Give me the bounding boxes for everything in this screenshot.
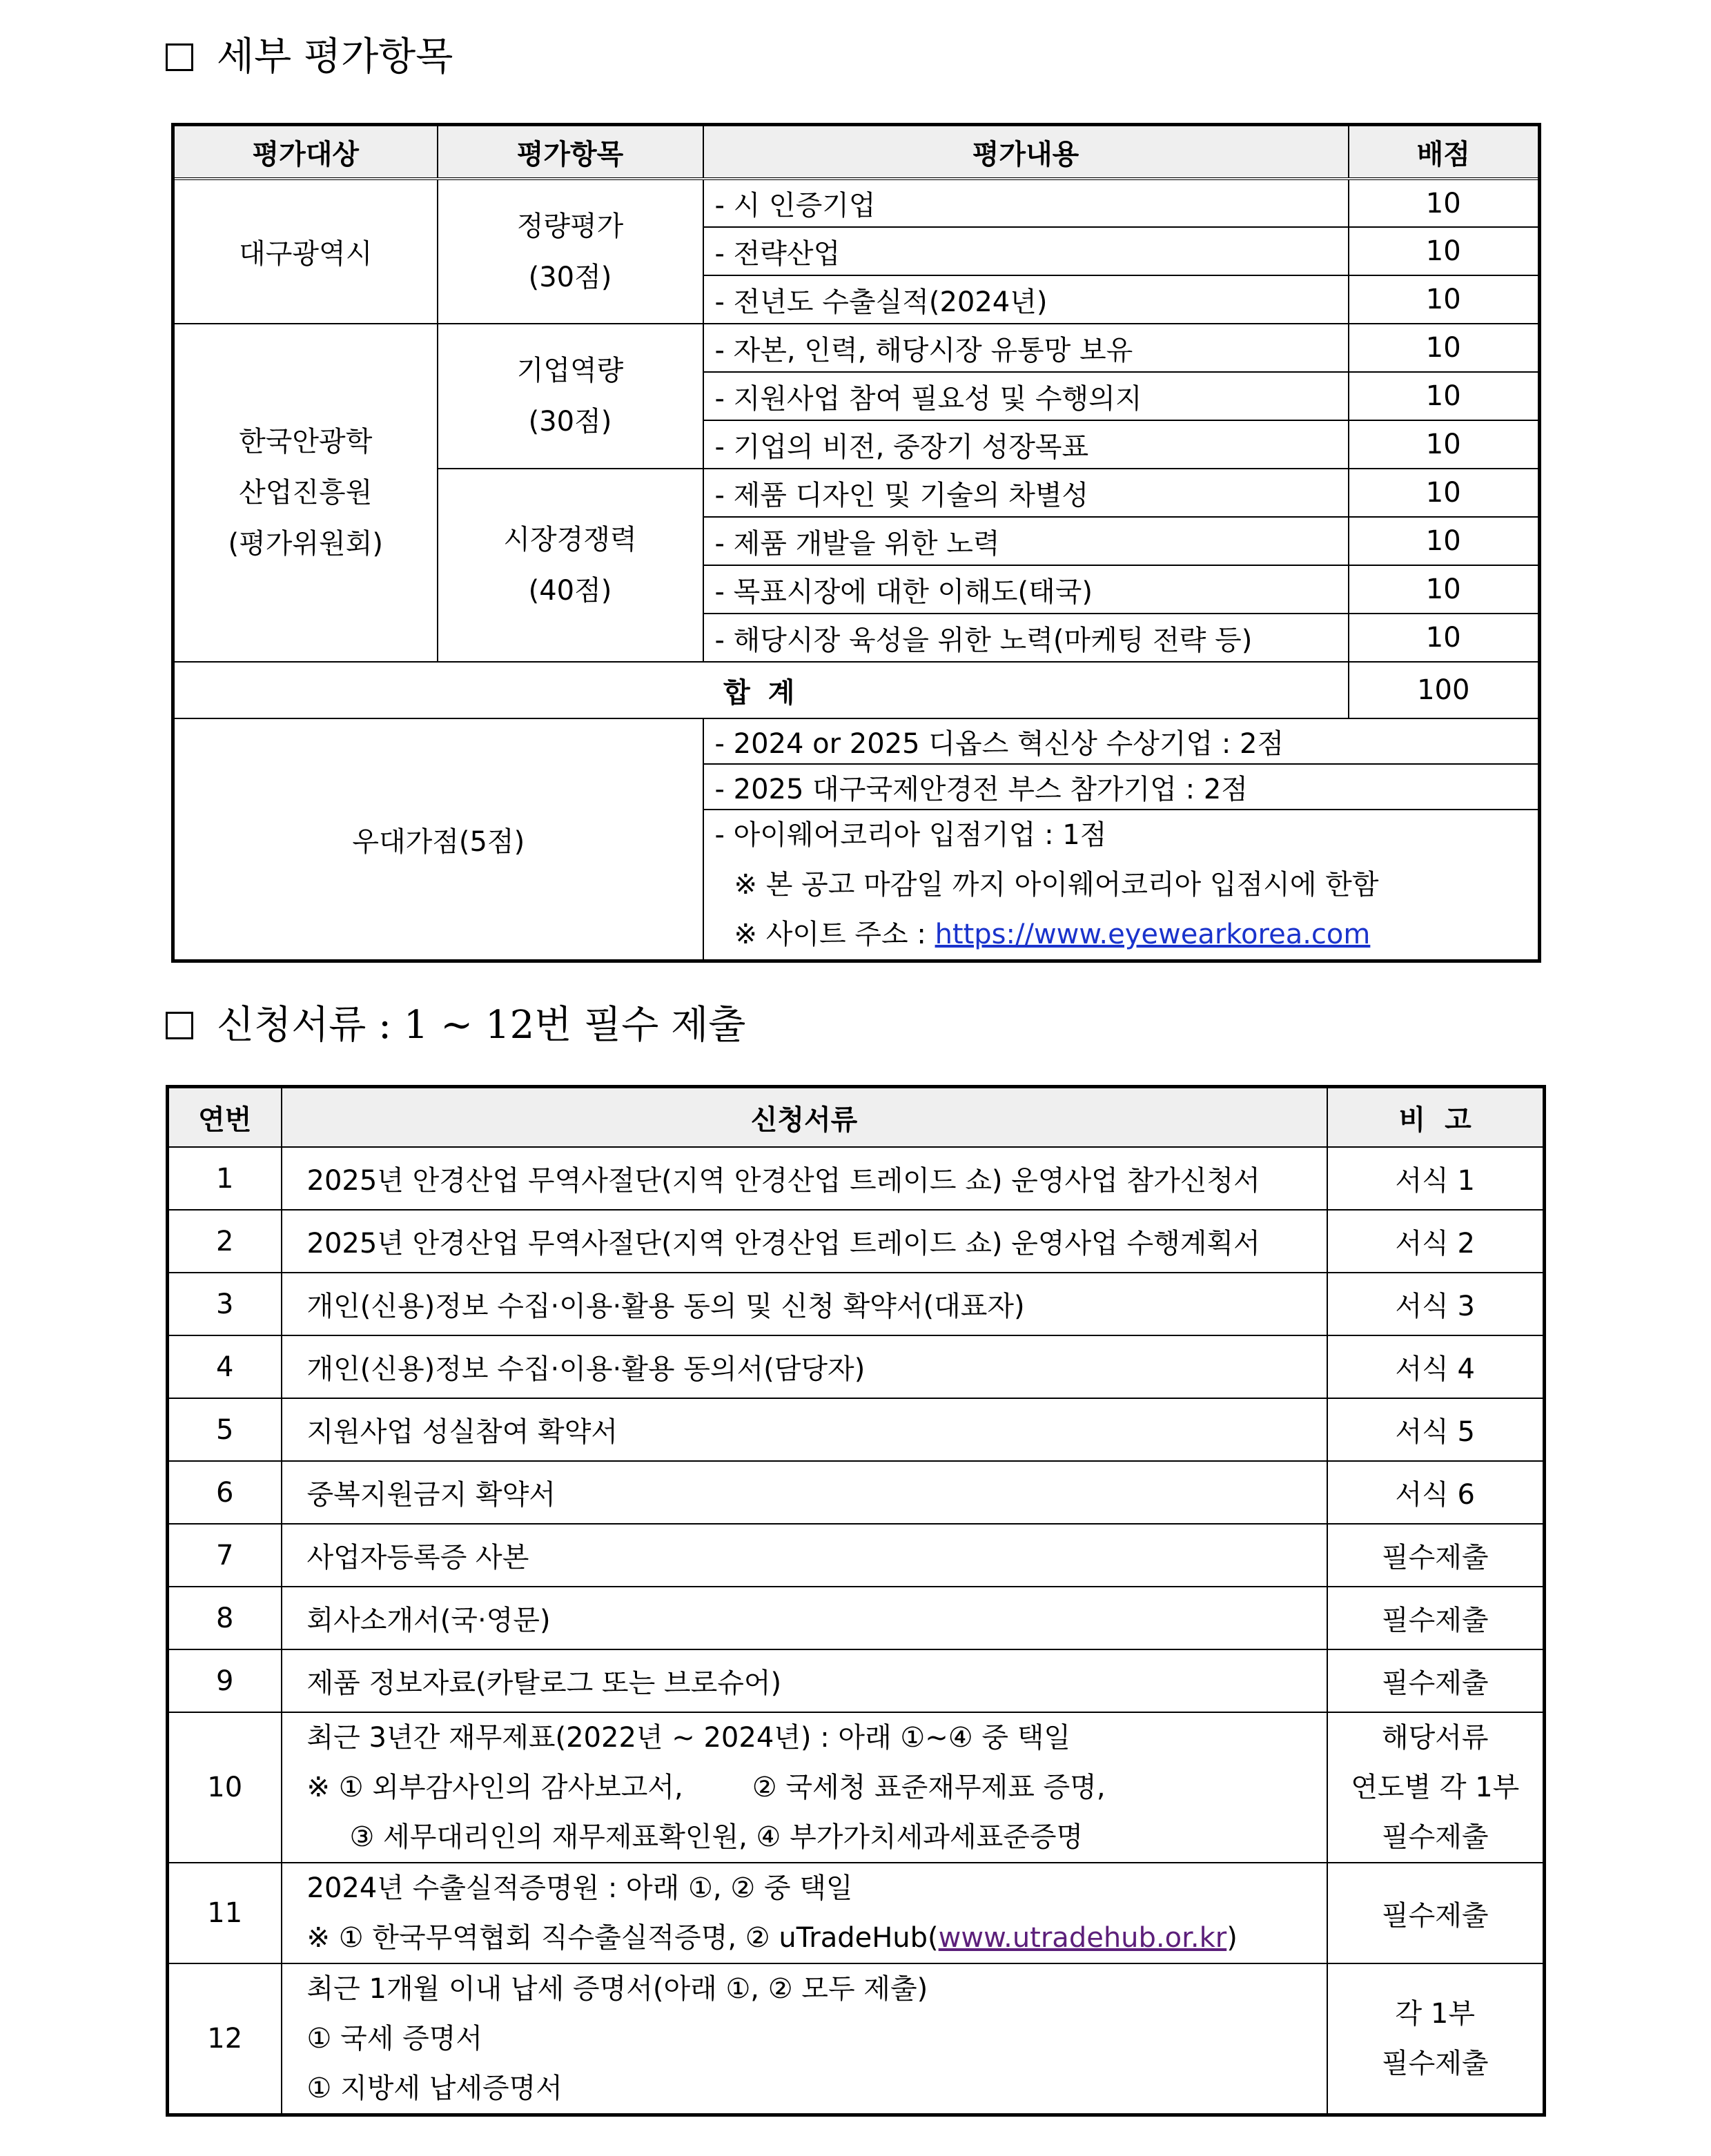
table-row — [168, 1649, 1545, 1712]
checkbox-square-icon — [166, 43, 193, 71]
section-heading-evaluation — [166, 35, 453, 79]
evaluation-target: 한국안광학 산업진흥원 (평가위원회) — [173, 324, 438, 662]
evaluation-content: - 목표시장에 대한 이해도(태국) — [703, 565, 1349, 614]
documents-table — [166, 1085, 1546, 2117]
table-row — [168, 1335, 1545, 1398]
column-header: 평가항목 — [438, 125, 703, 179]
row-number: 6 — [168, 1461, 282, 1524]
evaluation-score: 10 — [1349, 420, 1540, 469]
note-cell: 서식 5 — [1327, 1398, 1545, 1461]
evaluation-table — [171, 123, 1541, 963]
section-heading-documents — [166, 1003, 746, 1048]
table-header-row — [168, 1087, 1545, 1148]
evaluation-content: - 시 인증기업 — [703, 179, 1349, 227]
column-header: 비 고 — [1327, 1087, 1545, 1148]
document-name: 중복지원금지 확약서 — [282, 1461, 1327, 1524]
evaluation-score: 10 — [1349, 614, 1540, 662]
note-cell: 서식 4 — [1327, 1335, 1545, 1398]
bonus-note: ※ 사이트 주소 : https://www.eyewearkorea.com — [734, 919, 1371, 950]
note-cell: 서식 1 — [1327, 1147, 1545, 1210]
document-name: 개인(신용)정보 수집·이용·활용 동의서(담당자) — [282, 1335, 1327, 1398]
evaluation-category: 기업역량 (30점) — [438, 324, 703, 469]
total-row — [173, 662, 1540, 718]
evaluation-score: 10 — [1349, 469, 1540, 517]
evaluation-category: 시장경쟁력 (40점) — [438, 469, 703, 662]
note-cell: 필수제출 — [1327, 1863, 1545, 1963]
document-name: 사업자등록증 사본 — [282, 1524, 1327, 1587]
evaluation-score: 10 — [1349, 372, 1540, 420]
row-number: 3 — [168, 1273, 282, 1335]
table-row — [168, 1712, 1545, 1863]
document-cell: 2024년 수출실적증명원 : 아래 ①, ② 중 택일 ※ ① 한국무역협회 직수출실적증명, ② uTradeHub(www.utradehub.or.kr) — [282, 1863, 1327, 1963]
evaluation-score: 10 — [1349, 227, 1540, 275]
table-row — [173, 324, 1540, 372]
row-number: 11 — [168, 1863, 282, 1963]
row-number: 10 — [168, 1712, 282, 1863]
row-number: 8 — [168, 1587, 282, 1649]
eyewearkorea-link[interactable]: https://www.eyewearkorea.com — [935, 919, 1371, 950]
row-number: 9 — [168, 1649, 282, 1712]
bonus-item-block — [703, 810, 1540, 961]
document-cell: 최근 1개월 이내 납세 증명서(아래 ①, ② 모두 제출) ① 국세 증명서 ① 지방세 납세증명서 — [282, 1963, 1327, 2115]
evaluation-target: 대구광역시 — [173, 179, 438, 324]
row-number: 7 — [168, 1524, 282, 1587]
note-cell: 서식 3 — [1327, 1273, 1545, 1335]
evaluation-score: 10 — [1349, 275, 1540, 324]
column-header: 신청서류 — [282, 1087, 1327, 1148]
evaluation-score: 10 — [1349, 324, 1540, 372]
table-row — [168, 1963, 1545, 2115]
table-row — [168, 1863, 1545, 1963]
document-name: 개인(신용)정보 수집·이용·활용 동의 및 신청 확약서(대표자) — [282, 1273, 1327, 1335]
table-row — [168, 1273, 1545, 1335]
column-header: 배점 — [1349, 125, 1540, 179]
bonus-item: - 2025 대구국제안경전 부스 참가기업 : 2점 — [703, 764, 1540, 810]
checkbox-square-icon — [166, 1012, 193, 1039]
row-number: 1 — [168, 1147, 282, 1210]
document-cell: 최근 3년간 재무제표(2022년 ~ 2024년) : 아래 ①~④ 중 택일 ※ ① 외부감사인의 감사보고서, ② 국세청 표준재무제표 증명, ③ 세무대리인의 재무제표확인원, ④ 부가가치세과세표준증명 — [282, 1712, 1327, 1863]
evaluation-category: 정량평가 (30점) — [438, 179, 703, 324]
table-header-row — [173, 125, 1540, 179]
column-header: 평가대상 — [173, 125, 438, 179]
evaluation-score: 10 — [1349, 179, 1540, 227]
evaluation-content: - 자본, 인력, 해당시장 유통망 보유 — [703, 324, 1349, 372]
row-number: 5 — [168, 1398, 282, 1461]
document-name: 회사소개서(국·영문) — [282, 1587, 1327, 1649]
document-name: 제품 정보자료(카탈로그 또는 브로슈어) — [282, 1649, 1327, 1712]
document-name: 2025년 안경산업 무역사절단(지역 안경산업 트레이드 쇼) 운영사업 수행계획서 — [282, 1210, 1327, 1273]
total-label: 합 계 — [173, 662, 1349, 718]
section-title: 신청서류 : 1 ~ 12번 필수 제출 — [217, 1003, 746, 1048]
table-row — [168, 1587, 1545, 1649]
table-row — [173, 179, 1540, 227]
note-cell: 서식 6 — [1327, 1461, 1545, 1524]
total-value: 100 — [1349, 662, 1540, 718]
section-title: 세부 평가항목 — [217, 35, 453, 79]
table-row — [168, 1461, 1545, 1524]
note-cell: 필수제출 — [1327, 1587, 1545, 1649]
column-header: 평가내용 — [703, 125, 1349, 179]
column-header: 연번 — [168, 1087, 282, 1148]
evaluation-content: - 전략산업 — [703, 227, 1349, 275]
evaluation-content: - 해당시장 육성을 위한 노력(마케팅 전략 등) — [703, 614, 1349, 662]
table-row — [168, 1147, 1545, 1210]
note-cell: 각 1부 필수제출 — [1327, 1963, 1545, 2115]
utradehub-link[interactable]: www.utradehub.or.kr — [938, 1922, 1227, 1954]
bonus-item: - 아이웨어코리아 입점기업 : 1점 — [714, 819, 1107, 851]
row-number: 12 — [168, 1963, 282, 2115]
row-number: 4 — [168, 1335, 282, 1398]
evaluation-content: - 기업의 비전, 중장기 성장목표 — [703, 420, 1349, 469]
note-cell: 서식 2 — [1327, 1210, 1545, 1273]
evaluation-content: - 제품 개발을 위한 노력 — [703, 517, 1349, 565]
document-name: 지원사업 성실참여 확약서 — [282, 1398, 1327, 1461]
table-row — [168, 1524, 1545, 1587]
bonus-row — [173, 718, 1540, 764]
note-cell: 필수제출 — [1327, 1524, 1545, 1587]
evaluation-score: 10 — [1349, 517, 1540, 565]
row-number: 2 — [168, 1210, 282, 1273]
note-cell: 필수제출 — [1327, 1649, 1545, 1712]
evaluation-content: - 전년도 수출실적(2024년) — [703, 275, 1349, 324]
bonus-label: 우대가점(5점) — [173, 718, 703, 961]
document-name: 2025년 안경산업 무역사절단(지역 안경산업 트레이드 쇼) 운영사업 참가신청서 — [282, 1147, 1327, 1210]
evaluation-content: - 지원사업 참여 필요성 및 수행의지 — [703, 372, 1349, 420]
bonus-item: - 2024 or 2025 디옵스 혁신상 수상기업 : 2점 — [703, 718, 1540, 764]
table-row — [168, 1398, 1545, 1461]
bonus-note: ※ 본 공고 마감일 까지 아이웨어코리아 입점시에 한함 — [734, 869, 1379, 901]
table-row — [168, 1210, 1545, 1273]
evaluation-score: 10 — [1349, 565, 1540, 614]
evaluation-content: - 제품 디자인 및 기술의 차별성 — [703, 469, 1349, 517]
note-cell: 해당서류 연도별 각 1부 필수제출 — [1327, 1712, 1545, 1863]
